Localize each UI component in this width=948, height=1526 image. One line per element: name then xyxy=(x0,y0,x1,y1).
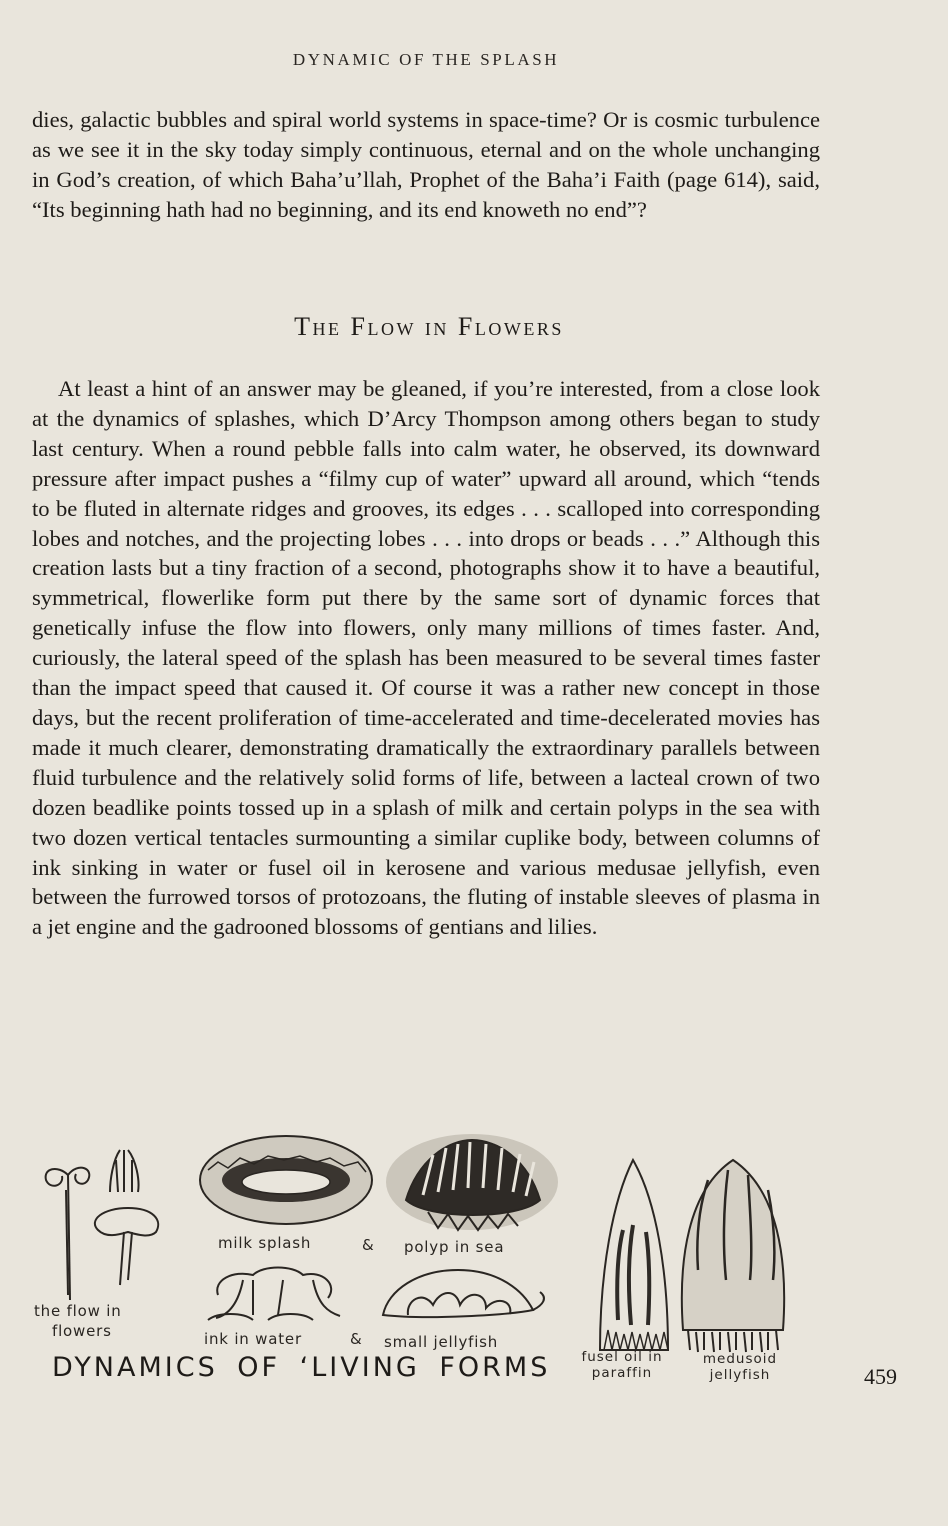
label-fusel-oil-line1: fusel oil in xyxy=(581,1349,663,1365)
label-flow-line2: flowers xyxy=(52,1322,112,1340)
label-amp-2: & xyxy=(350,1330,363,1348)
running-head: DYNAMIC OF THE SPLASH xyxy=(292,50,560,69)
label-flow-line1: the flow in xyxy=(34,1302,122,1320)
label-polyp: polyp in sea xyxy=(404,1238,505,1256)
fusel-oil-drawing xyxy=(600,1160,668,1350)
label-ink-in-water: ink in water xyxy=(204,1330,302,1348)
label-fusel-oil-line2: paraffin xyxy=(591,1365,653,1381)
polyp-drawing xyxy=(386,1134,558,1230)
body-paragraph: At least a hint of an answer may be gleaned, if you’re interested, from a close look at the dynamics of splashes, which D’Arcy Thompson among others began to study last century. When a round pebble falls into calm water, he observed, its downward pressure after impact pushes a “filmy cup of water” upward all around, which “tends to be fluted in alternate ridges and grooves, its edges . . . scalloped into corresponding lobes and notches, and the projecting lobes . . . into drops or beads . . .” Although this creation lasts but a tiny fraction of a second, photographs show it to have a beautiful, symmetrical, flowerlike form put there by the same sort of dynamic forces that genetically infuse the flow into flowers, only many millions of times faster. And, curiously, the lateral speed of the splash has been measured to be several times faster than the impact speed that caused it. Of course it was a rather new concept in those days, but the recent proliferation of time-accelerated and time-decelerated movies has made it much clearer, demonstrating dramatically the extraordinary parallels between fluid turbulence and the relatively solid forms of life, between a lacteal crown of two dozen beadlike points tossed up in a splash of milk and certain polyps in the sea with two dozen vertical tentacles surmounting a similar cuplike body, between columns of ink sinking in water or fusel oil in kerosene and various medusae jellyfish, even between the furrowed torsos of protozoans, the fluting of instable sleeves of plasma in a jet engine and the gadrooned blossoms of gentians and lilies. xyxy=(32,376,820,940)
intro-paragraph-block xyxy=(32,105,820,225)
ink-in-water-drawing xyxy=(208,1268,340,1321)
label-amp-1: & xyxy=(362,1236,375,1254)
small-jellyfish-drawing xyxy=(383,1270,544,1317)
label-milk-splash: milk splash xyxy=(218,1234,312,1252)
page-number: 459 xyxy=(864,1364,897,1389)
illustration-caption: DYNAMICS OF ‘LIVING FORMS xyxy=(52,1352,551,1383)
label-small-jellyfish: small jellyfish xyxy=(384,1333,499,1351)
section-title: The Flow in Flowers xyxy=(294,312,564,341)
intro-paragraph: dies, galactic bubbles and spiral world systems in space-time? Or is cosmic turbulence as we see it in the sky today simply continuous, eternal and on the whole unchanging in God’s creation, of which Baha’u’llah, Prophet of the Baha’i Faith (page 614), said, “Its beginning hath had no beginning, and its end knoweth no end”? xyxy=(32,107,820,222)
body-paragraph-block xyxy=(32,374,820,942)
milk-splash-drawing xyxy=(200,1136,372,1224)
label-medusoid-line2: jellyfish xyxy=(709,1367,771,1383)
medusoid-jellyfish-drawing xyxy=(682,1160,784,1352)
label-medusoid-line1: medusoid xyxy=(702,1351,778,1367)
flow-in-flowers-drawing xyxy=(46,1150,159,1300)
